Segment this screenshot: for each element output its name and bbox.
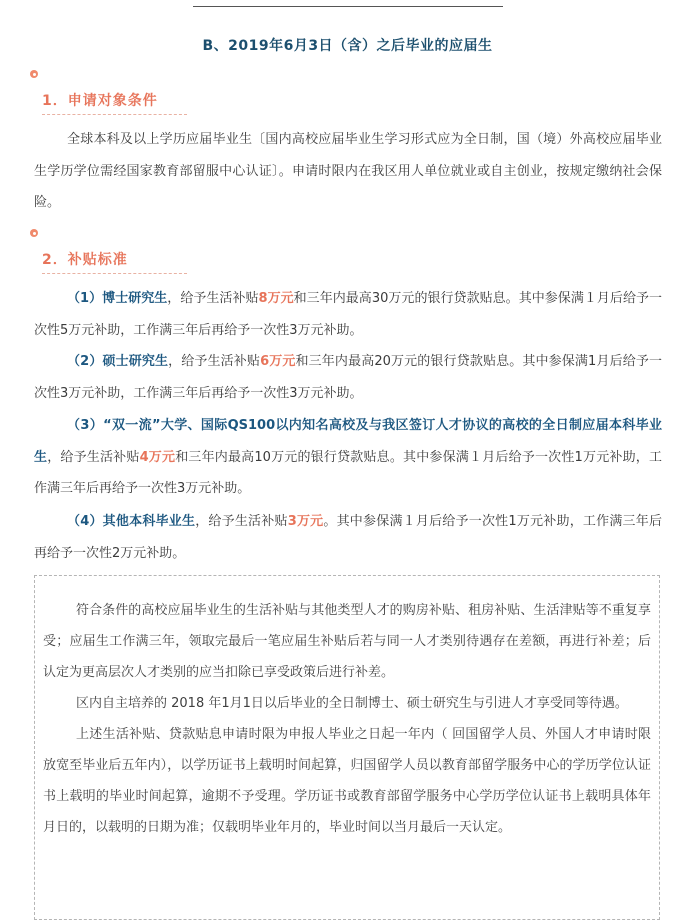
subsidy-item-label: （1）博士研究生 [67,291,168,306]
eligibility-text: 全球本科及以上学历应届毕业生〔国内高校应届毕业生学习形式应为全日制，国（境）外高校应届毕业生学历学位需经国家教育部留服中心认证〕。申请时限内在我区用人单位就业或自主创业，按规定缴纳社会保险。 [34,132,662,210]
note-paragraph: 区内自主培养的 2018 年1月1日以后毕业的全日制博士、硕士研究生与引进人才享受同等待遇。 [76,696,628,711]
top-divider [193,6,503,7]
subsidy-amount: 6万元 [260,354,296,369]
subsidy-item-phd: （1）博士研究生，给予生活补贴8万元和三年内最高30万元的银行贷款贴息。其中参保满１月后给予一次性5万元补助，工作满三年后再给予一次性3万元补助。 [34,291,663,338]
section-heading-subsidy: 2．补贴标准 [42,249,187,274]
section-heading-eligibility: 1．申请对象条件 [42,90,187,115]
subsidy-item-top-undergrad: （3）“双一流”大学、国际QS100以内知名高校及与我区签订人才协议的高校的全日制应届本科毕业生，给予生活补贴4万元和三年内最高10万元的银行贷款贴息。其中参保满１月后给予一次性1万元补助，工作满三年后再给予一次性3万元补助。 [34,418,662,496]
section-bullet-icon [30,229,38,237]
page-title: B、2019年6月3日（含）之后毕业的应届生 [202,38,493,54]
subsidy-item-label: （4）其他本科毕业生 [67,514,196,529]
note-paragraph: 上述生活补贴、贷款贴息申请时限为申报人毕业之日起一年内（ 回国留学人员、外国人才申请时限放宽至毕业后五年内），以学历证书上载明时间起算，归国留学人员以教育部留学服务中心的学历学位认证书上载明的毕业时间起算，逾期不予受理。学历证书或教育部留学服务中心学历学位认证书上载明具体年月日的，以载明的日期为准；仅载明毕业年月的，毕业时间以当月最后一天认定。 [43,727,651,835]
subsidy-item-master: （2）硕士研究生，给予生活补贴6万元和三年内最高20万元的银行贷款贴息。其中参保满1月后给予一次性3万元补助，工作满三年后再给予一次性3万元补助。 [34,354,662,401]
subsidy-item-label: （2）硕士研究生 [67,354,169,369]
subsidy-item-label: （3）“双一流”大学、国际QS100以内知名高校及与我区签订人才协议的高校的全日制应届本科毕业生 [34,418,662,465]
notes-box [34,575,660,920]
subsidy-amount: 4万元 [139,449,176,465]
subsidy-amount: 8万元 [258,291,294,306]
note-paragraph: 符合条件的高校应届毕业生的生活补贴与其他类型人才的购房补贴、租房补贴、生活津贴等不重复享受；应届生工作满三年，领取完最后一笔应届生补贴后若与同一人才类别待遇存在差额，再进行补差；后认定为更高层次人才类别的应当扣除已享受政策后进行补差。 [43,603,651,680]
subsidy-item-other-undergrad: （4）其他本科毕业生，给予生活补贴3万元。其中参保满１月后给予一次性1万元补助，工作满三年后再给予一次性2万元补助。 [34,514,662,561]
subsidy-amount: 3万元 [287,514,324,529]
section-bullet-icon [30,70,38,78]
